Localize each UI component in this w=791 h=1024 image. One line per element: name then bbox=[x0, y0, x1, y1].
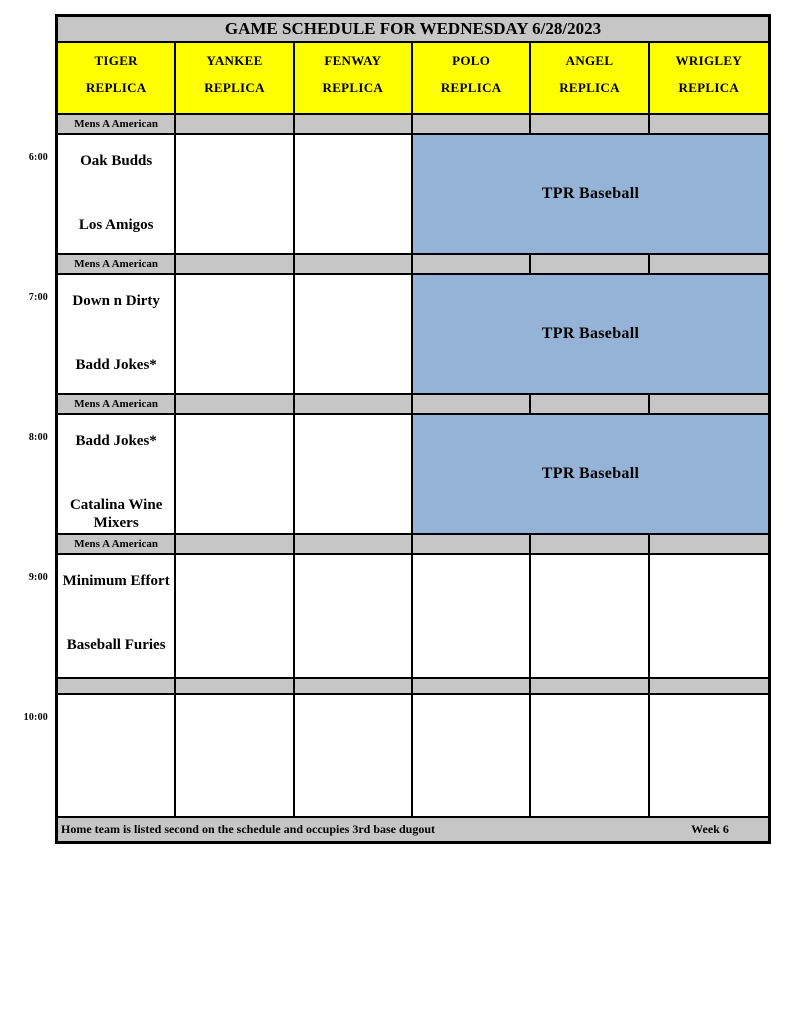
division-band-cell bbox=[413, 255, 531, 275]
division-band-label: Mens A American bbox=[58, 535, 176, 555]
page-title: GAME SCHEDULE FOR WEDNESDAY 6/28/2023 bbox=[58, 17, 768, 43]
tpr-baseball-block-6-00: TPR Baseball bbox=[413, 135, 768, 255]
field-name: FENWAY bbox=[324, 53, 382, 68]
division-band-cell bbox=[413, 679, 531, 695]
field-name: TIGER bbox=[94, 53, 138, 68]
empty-game-cell bbox=[413, 695, 531, 818]
game-cell-tiger-9-00 bbox=[58, 555, 176, 679]
division-band-cell bbox=[295, 535, 413, 555]
field-type: REPLICA bbox=[85, 80, 147, 95]
empty-game-cell bbox=[295, 275, 413, 395]
division-band-cell bbox=[176, 395, 294, 415]
division-band-cell bbox=[650, 535, 768, 555]
division-band-cell bbox=[413, 395, 531, 415]
column-header-tiger bbox=[58, 43, 176, 115]
division-band-cell bbox=[295, 679, 413, 695]
division-band-cell bbox=[531, 395, 649, 415]
field-type: REPLICA bbox=[678, 80, 740, 95]
empty-game-cell bbox=[295, 555, 413, 679]
week-number: Week 6 bbox=[691, 822, 729, 836]
division-band-cell bbox=[531, 255, 649, 275]
column-header-wrigley bbox=[650, 43, 768, 115]
division-band-label bbox=[58, 679, 176, 695]
time-label-7-00: 7:00 bbox=[28, 292, 48, 303]
empty-game-cell bbox=[295, 415, 413, 535]
division-band-cell bbox=[176, 535, 294, 555]
time-label-9-00: 9:00 bbox=[28, 572, 48, 583]
division-band-label: Mens A American bbox=[58, 395, 176, 415]
division-band-cell bbox=[295, 115, 413, 135]
field-name: ANGEL bbox=[565, 53, 614, 68]
empty-game-cell bbox=[650, 555, 768, 679]
division-band-cell bbox=[176, 115, 294, 135]
column-header-polo bbox=[413, 43, 531, 115]
field-name: YANKEE bbox=[206, 53, 263, 68]
home-team: Baseball Furies bbox=[66, 637, 166, 653]
game-cell-tiger-8-00 bbox=[58, 415, 176, 535]
away-team: Badd Jokes* bbox=[75, 433, 157, 449]
away-team: Oak Budds bbox=[80, 153, 153, 169]
column-header-angel bbox=[531, 43, 649, 115]
away-team: Minimum Effort bbox=[62, 573, 170, 589]
empty-game-cell bbox=[531, 555, 649, 679]
home-team-note: Home team is listed second on the schedule and occupies 3rd base dugout bbox=[61, 822, 436, 836]
empty-game-cell bbox=[295, 695, 413, 818]
field-name: POLO bbox=[452, 53, 491, 68]
game-cell-tiger-7-00 bbox=[58, 275, 176, 395]
division-band-cell bbox=[413, 115, 531, 135]
division-band-cell bbox=[295, 395, 413, 415]
division-band-cell bbox=[413, 535, 531, 555]
away-team: Down n Dirty bbox=[72, 293, 160, 309]
time-label-10-00: 10:00 bbox=[23, 712, 48, 723]
field-type: REPLICA bbox=[322, 80, 384, 95]
column-header-yankee bbox=[176, 43, 294, 115]
division-band-cell bbox=[650, 395, 768, 415]
division-band-cell bbox=[176, 255, 294, 275]
division-band-cell bbox=[176, 679, 294, 695]
division-band-cell bbox=[531, 115, 649, 135]
division-band-cell bbox=[650, 679, 768, 695]
schedule-table bbox=[55, 14, 771, 844]
division-band-cell bbox=[531, 679, 649, 695]
game-cell-tiger-6-00 bbox=[58, 135, 176, 255]
empty-game-cell bbox=[650, 695, 768, 818]
home-team: Los Amigos bbox=[78, 217, 154, 233]
tpr-baseball-block-7-00: TPR Baseball bbox=[413, 275, 768, 395]
column-header-fenway bbox=[295, 43, 413, 115]
time-label-6-00: 6:00 bbox=[28, 152, 48, 163]
field-type: REPLICA bbox=[440, 80, 502, 95]
division-band-cell bbox=[531, 535, 649, 555]
empty-game-cell bbox=[176, 555, 294, 679]
division-band-label: Mens A American bbox=[58, 115, 176, 135]
empty-game-cell bbox=[176, 135, 294, 255]
tpr-baseball-block-8-00: TPR Baseball bbox=[413, 415, 768, 535]
empty-game-cell bbox=[176, 275, 294, 395]
home-team: Badd Jokes* bbox=[75, 357, 157, 373]
field-name: WRIGLEY bbox=[675, 53, 743, 68]
division-band-cell bbox=[650, 255, 768, 275]
division-band-cell bbox=[650, 115, 768, 135]
home-team: Catalina Wine Mixers bbox=[69, 497, 163, 531]
footer-bar bbox=[58, 818, 768, 841]
empty-game-cell bbox=[413, 555, 531, 679]
division-band-label: Mens A American bbox=[58, 255, 176, 275]
empty-game-cell bbox=[295, 135, 413, 255]
field-type: REPLICA bbox=[204, 80, 265, 95]
empty-game-cell bbox=[58, 695, 176, 818]
division-band-cell bbox=[295, 255, 413, 275]
field-type: REPLICA bbox=[559, 80, 620, 95]
empty-game-cell bbox=[176, 415, 294, 535]
empty-game-cell bbox=[531, 695, 649, 818]
time-label-8-00: 8:00 bbox=[28, 432, 48, 443]
empty-game-cell bbox=[176, 695, 294, 818]
